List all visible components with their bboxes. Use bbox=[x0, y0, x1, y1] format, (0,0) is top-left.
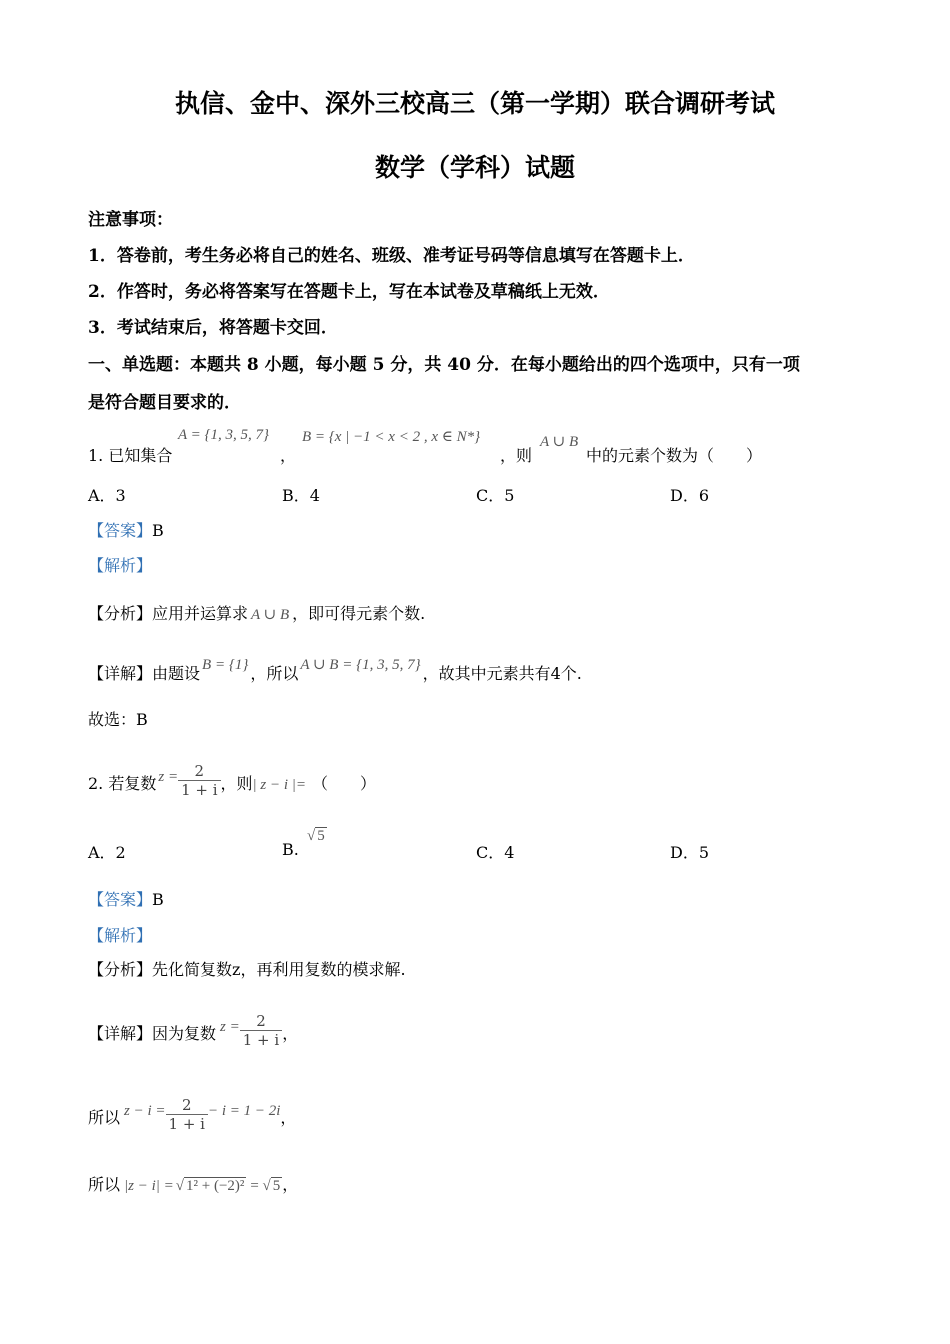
detail-text: ，所以 bbox=[250, 664, 299, 683]
q2-option-b: B. bbox=[282, 840, 299, 859]
frac-denominator: 1 + i bbox=[178, 780, 220, 799]
q2-detail bbox=[88, 1012, 299, 1053]
step2-rhs: = bbox=[249, 1178, 260, 1194]
frac-numerator: 2 bbox=[256, 1012, 266, 1030]
q1-union: A ∪ B bbox=[540, 434, 579, 450]
frac-denominator: 1 + i bbox=[240, 1030, 282, 1049]
q2-then: ，则 bbox=[220, 774, 253, 793]
q1-answer bbox=[88, 518, 164, 541]
exam-subtitle: 数学（学科）试题 bbox=[374, 153, 575, 182]
step2-lhs: |z − i| = bbox=[124, 1178, 174, 1194]
detail-tag: 【详解】 bbox=[88, 664, 153, 683]
fenxi-tag: 【分析】 bbox=[88, 960, 153, 979]
q2-z-eq: z = bbox=[158, 769, 179, 785]
sqrt-icon: √ bbox=[262, 1178, 271, 1194]
fenxi-tag: 【分析】 bbox=[88, 604, 153, 623]
q2-fraction bbox=[178, 762, 220, 799]
q2-step1 bbox=[88, 1096, 297, 1137]
q2-analysis-tag: 【解析】 bbox=[88, 926, 153, 945]
step1-end: ， bbox=[280, 1108, 297, 1127]
sqrt-radicand: 5 bbox=[317, 828, 325, 844]
q2-option-a: A．2 bbox=[88, 843, 126, 862]
detail-text: ，故其中元素共有4个. bbox=[422, 664, 582, 683]
q1-set-b: B = {x | −1 < x < 2 , x ∈ N*} bbox=[302, 429, 481, 445]
q2-option-d: D．5 bbox=[670, 843, 710, 862]
note-item: 3．考试结束后，将答题卡交回． bbox=[88, 318, 338, 338]
sqrt-icon: √ bbox=[175, 1178, 184, 1194]
section-heading-cont: 是符合题目要求的． bbox=[88, 393, 241, 413]
step1-fraction bbox=[166, 1096, 208, 1133]
q2-option-c: C．4 bbox=[476, 843, 515, 862]
q1-comma: ， bbox=[280, 446, 297, 465]
q2-option-b-sqrt bbox=[307, 828, 327, 845]
detail-z-eq: z = bbox=[220, 1019, 240, 1035]
q2-step2 bbox=[88, 1172, 298, 1195]
detail-text: 因为复数 bbox=[152, 1024, 217, 1043]
q1-set-a: A = {1, 3, 5, 7} bbox=[178, 427, 270, 443]
detail-tag: 【详解】 bbox=[88, 1024, 153, 1043]
answer-tag: 【答案】 bbox=[88, 521, 153, 540]
q1-fenxi bbox=[88, 601, 425, 624]
fenxi-text: ，即可得元素个数. bbox=[292, 604, 426, 623]
frac-numerator: 2 bbox=[181, 1096, 192, 1114]
detail-fraction bbox=[240, 1012, 282, 1049]
detail-math: A ∪ B = {1, 3, 5, 7} bbox=[300, 657, 421, 673]
q1-detail bbox=[88, 657, 582, 684]
step-prefix: 所以 bbox=[88, 1108, 121, 1127]
q2-prefix: 2. 若复数 bbox=[88, 774, 157, 793]
q1-conclusion: 故选：B bbox=[88, 710, 148, 729]
fenxi-math: A ∪ B bbox=[251, 607, 290, 623]
step1-lhs: z − i = bbox=[124, 1103, 166, 1119]
step2-value: 5 bbox=[272, 1178, 281, 1194]
q2-paren: （ ） bbox=[312, 774, 377, 793]
step2-radicand: 1² + (−2)² bbox=[186, 1178, 245, 1194]
q1-prefix: 1. 已知集合 bbox=[88, 446, 173, 465]
notes-heading: 注意事项： bbox=[88, 210, 173, 230]
answer-value: B bbox=[152, 890, 164, 909]
step2-end: ， bbox=[282, 1175, 299, 1194]
detail-math: B = {1} bbox=[202, 657, 249, 673]
frac-denominator: 1 + i bbox=[166, 1114, 208, 1133]
q2-fenxi bbox=[88, 957, 406, 980]
answer-value: B bbox=[152, 521, 164, 540]
frac-numerator: 2 bbox=[194, 762, 205, 780]
detail-text: 由题设 bbox=[152, 664, 201, 683]
q2-answer bbox=[88, 887, 164, 910]
q1-option-c: C．5 bbox=[476, 486, 515, 505]
q1-then: ，则 bbox=[500, 446, 533, 465]
fenxi-text: 应用并运算求 bbox=[152, 604, 249, 623]
q1-option-a: A．3 bbox=[88, 486, 126, 505]
detail-end: ， bbox=[282, 1024, 299, 1043]
sqrt-icon: √ bbox=[307, 828, 316, 844]
q2-stem bbox=[88, 762, 377, 803]
section-heading: 一、单选题：本题共 8 小题，每小题 5 分，共 40 分．在每小题给出的四个选项中，只有一项 bbox=[88, 355, 800, 375]
step-prefix: 所以 bbox=[88, 1175, 121, 1194]
note-item: 2．作答时，务必将答案写在答题卡上，写在本试卷及草稿纸上无效． bbox=[88, 282, 610, 302]
answer-tag: 【答案】 bbox=[88, 890, 153, 909]
fenxi-text: 先化简复数z，再利用复数的模求解. bbox=[152, 960, 406, 979]
q1-option-d: D．6 bbox=[670, 486, 710, 505]
step1-rhs: − i = 1 − 2i bbox=[207, 1103, 281, 1119]
q1-analysis-tag: 【解析】 bbox=[88, 556, 153, 575]
exam-title: 执信、金中、深外三校高三（第一学期）联合调研考试 bbox=[174, 89, 775, 118]
q1-suffix: 中的元素个数为（ ） bbox=[586, 446, 763, 465]
q1-option-b: B．4 bbox=[282, 486, 320, 505]
note-item: 1．答卷前，考生务必将自己的姓名、班级、准考证号码等信息填写在答题卡上． bbox=[88, 246, 695, 266]
q2-modulus: | z − i |= bbox=[252, 777, 307, 793]
